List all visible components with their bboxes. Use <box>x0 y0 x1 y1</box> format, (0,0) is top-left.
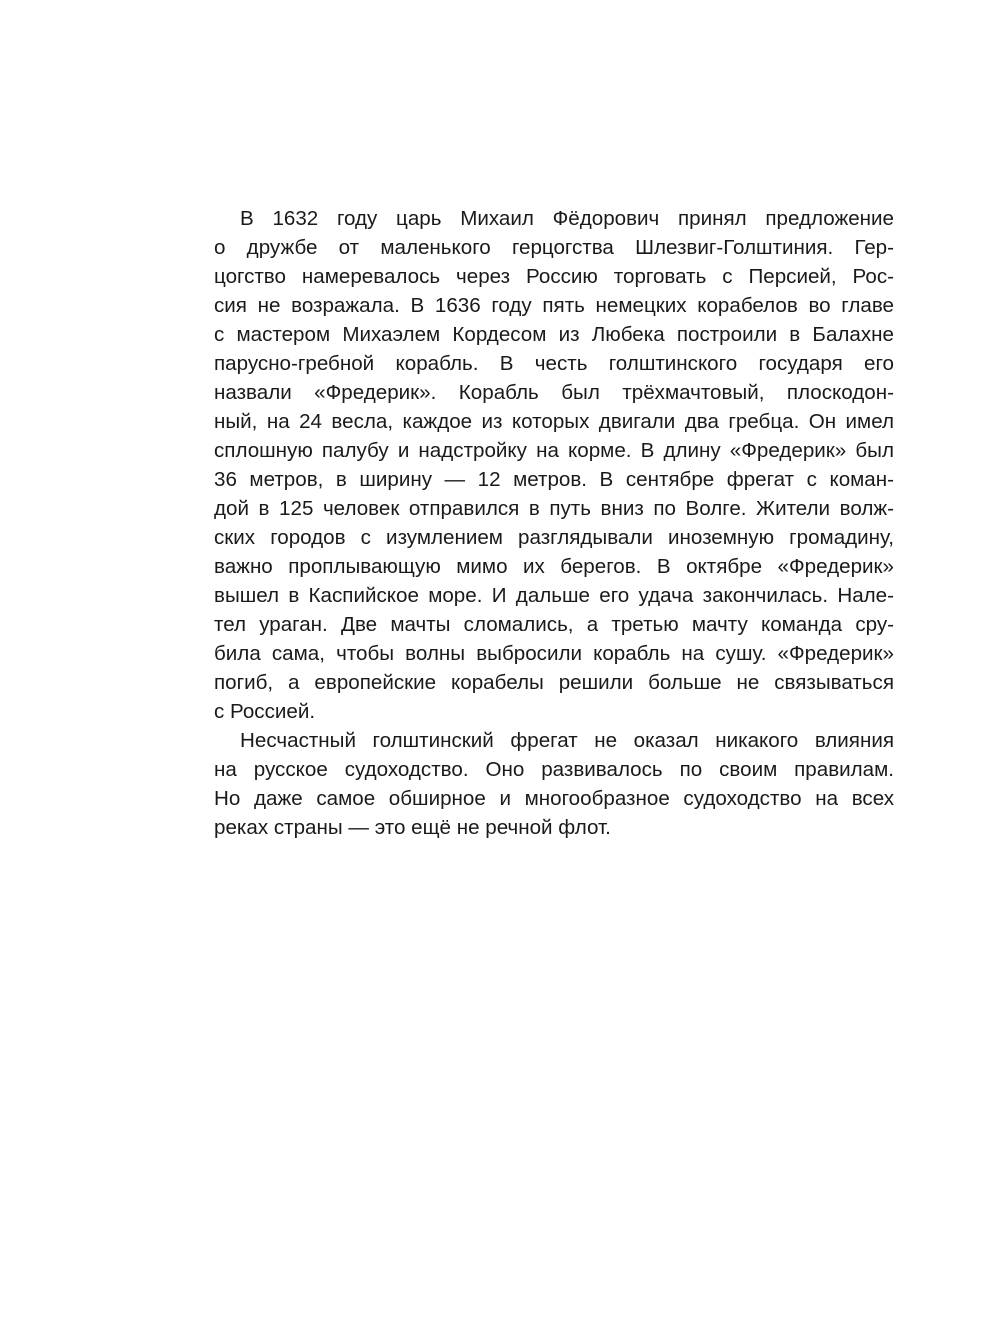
text-line: реках страны — это ещё не речной флот. <box>214 816 611 839</box>
text-line: важно проплывающую мимо их берегов. В октябре «Фредерик» <box>214 555 894 578</box>
text-line: тел ураган. Две мачты сломались, а третью мачту команда сру- <box>214 613 894 636</box>
text-line: ный, на 24 весла, каждое из которых двигали два гребца. Он имел <box>214 410 894 433</box>
text-line: сплошную палубу и надстройку на корме. В длину «Фредерик» был <box>214 439 894 462</box>
text-line: парусно-гребной корабль. В честь голштинского государя его <box>214 352 894 375</box>
text-line: цогство намеревалось через Россию торговать с Персией, Рос- <box>214 265 894 288</box>
text-line: на русское судоходство. Оно развивалось по своим правилам. <box>214 758 894 781</box>
text-line: Но даже самое обширное и многообразное судоходство на всех <box>214 787 894 810</box>
text-line: о дружбе от маленького герцогства Шлезвиг-Голштиния. Гер- <box>214 236 894 259</box>
text-line: дой в 125 человек отправился в путь вниз по Волге. Жители волж- <box>214 497 894 520</box>
body-text <box>214 204 894 842</box>
text-line: била сама, чтобы волны выбросили корабль на сушу. «Фредерик» <box>214 642 894 665</box>
paragraph-2 <box>214 726 894 842</box>
text-line: сия не возражала. В 1636 году пять немецких корабелов во главе <box>214 294 894 317</box>
text-line: с мастером Михаэлем Кордесом из Любека построили в Балахне <box>214 323 894 346</box>
text-line: с Россией. <box>214 700 316 723</box>
text-line: назвали «Фредерик». Корабль был трёхмачтовый, плоскодон- <box>214 381 894 404</box>
paragraph-1 <box>214 204 894 726</box>
text-line: 36 метров, в ширину — 12 метров. В сентябре фрегат с коман- <box>214 468 894 491</box>
text-line: В 1632 году царь Михаил Фёдорович принял предложение <box>240 207 894 230</box>
text-line: ских городов с изумлением разглядывали иноземную громадину, <box>214 526 894 549</box>
text-line: погиб, а европейские корабелы решили больше не связываться <box>214 671 894 694</box>
text-line: Несчастный голштинский фрегат не оказал никакого влияния <box>240 729 894 752</box>
text-line: вышел в Каспийское море. И дальше его удача закончилась. Нале- <box>214 584 894 607</box>
